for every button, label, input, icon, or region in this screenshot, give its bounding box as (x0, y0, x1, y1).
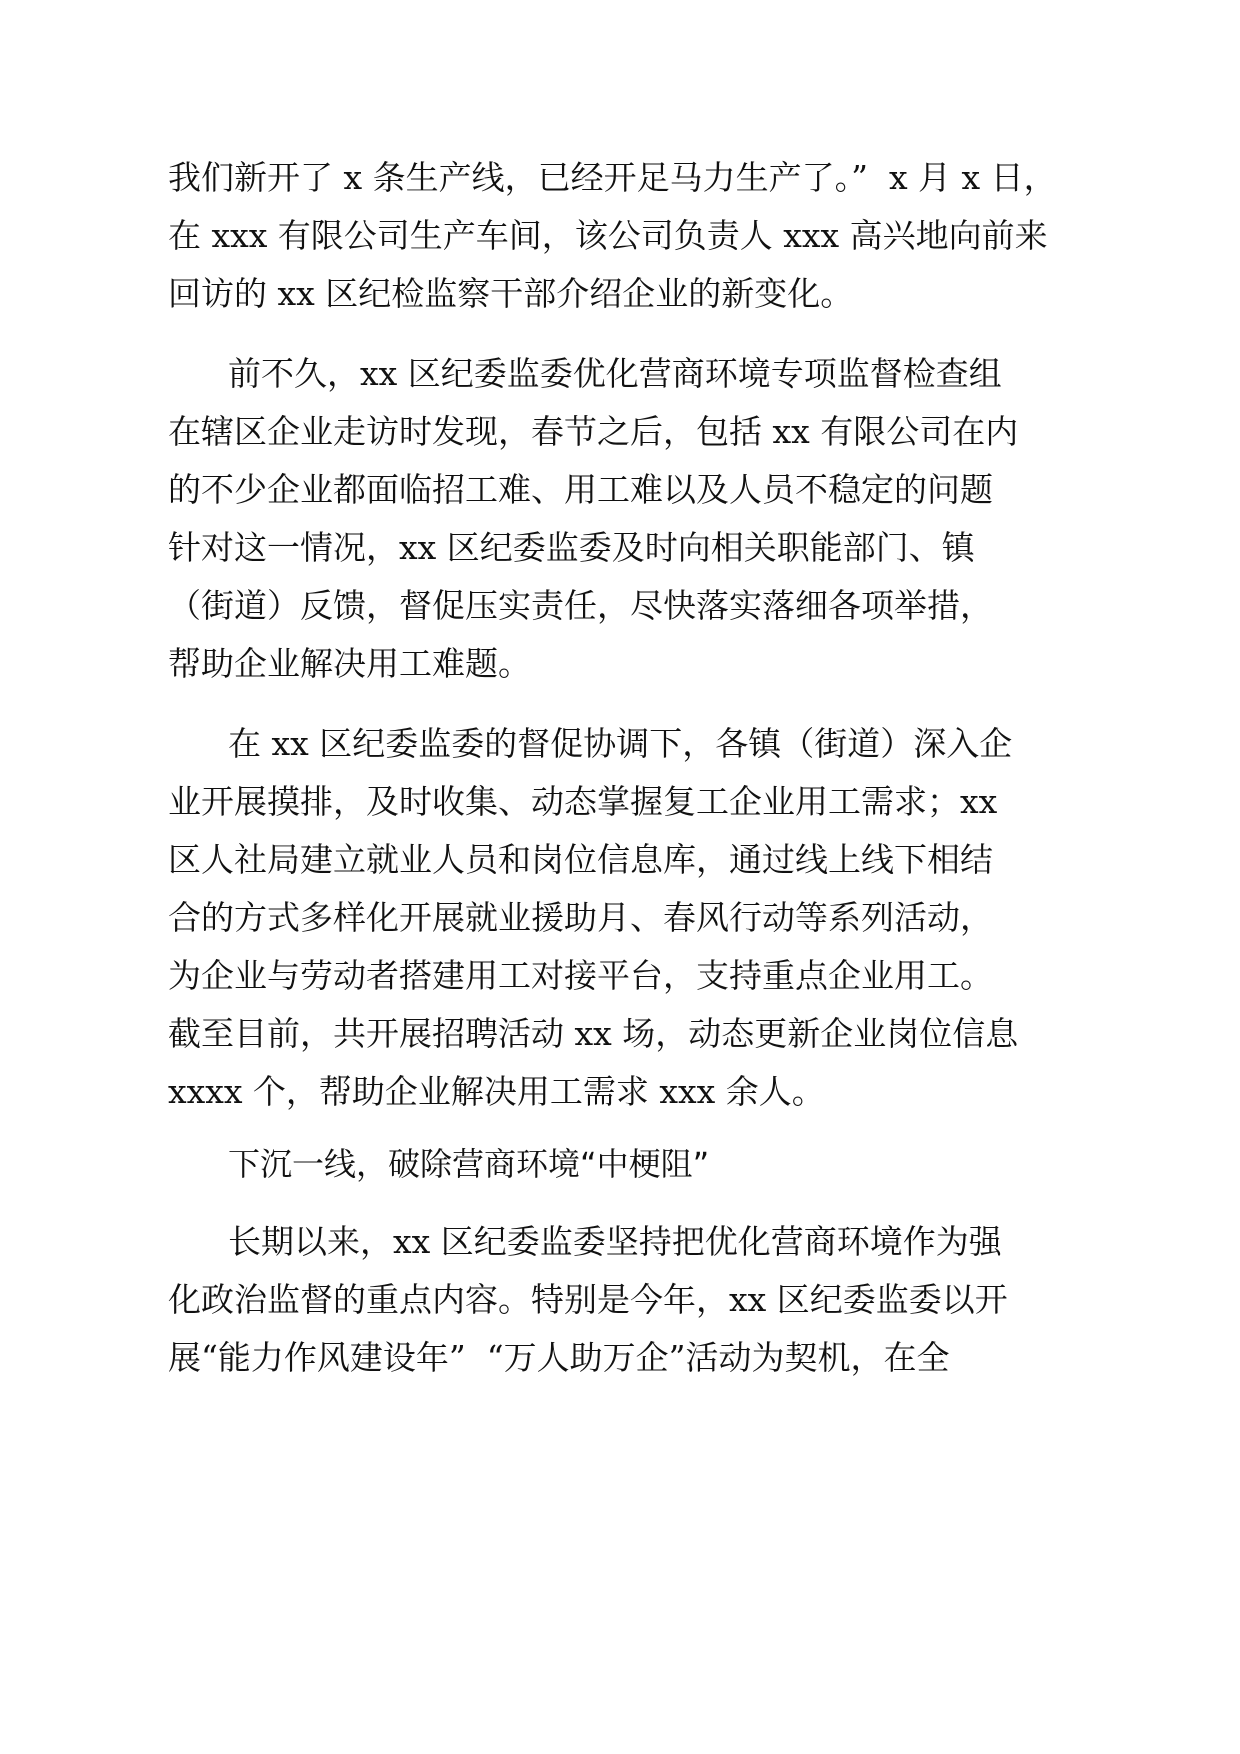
text-line: 截至目前，共开展招聘活动 xx 场，动态更新企业岗位信息 (168, 1014, 1019, 1053)
text-line: 业开展摸排，及时收集、动态掌握复工企业用工需求；xx (168, 782, 998, 821)
text-line: 长期以来，xx 区纪委监委坚持把优化营商环境作为强 (228, 1222, 1002, 1261)
text-line: 合的方式多样化开展就业援助月、春风行动等系列活动， (168, 898, 993, 937)
text-line: （街道）反馈，督促压实责任，尽快落实落细各项举措， (168, 586, 993, 625)
text-line: 针对这一情况，xx 区纪委监委及时向相关职能部门、镇 (168, 528, 975, 567)
text-line: 在辖区企业走访时发现，春节之后，包括 xx 有限公司在内 (168, 412, 1019, 451)
text-line: 区人社局建立就业人员和岗位信息库，通过线上线下相结 (168, 840, 993, 879)
text-line: 在 xx 区纪委监委的督促协调下，各镇（街道）深入企 (228, 724, 1013, 763)
section-heading: 下沉一线，破除营商环境“中梗阻” (228, 1145, 710, 1183)
text-line: 回访的 xx 区纪检监察干部介绍企业的新变化。 (168, 274, 854, 313)
text-line: 前不久，xx 区纪委监委优化营商环境专项监督检查组 (228, 354, 1002, 393)
text-line: 帮助企业解决用工难题。 (168, 644, 531, 683)
text-line: 在 xxx 有限公司生产车间，该公司负责人 xxx 高兴地向前来 (168, 216, 1048, 255)
text-line: 展“能力作风建设年” “万人助万企”活动为契机，在全 (168, 1338, 950, 1377)
text-line: xxxx 个，帮助企业解决用工需求 xxx 余人。 (168, 1072, 825, 1111)
text-line: 我们新开了 x 条生产线，已经开足马力生产了。” x 月 x 日， (168, 158, 1057, 197)
text-line: 为企业与劳动者搭建用工对接平台，支持重点企业用工。 (168, 956, 993, 995)
text-line: 化政治监督的重点内容。特别是今年，xx 区纪委监委以开 (168, 1280, 1008, 1319)
text-line: 的不少企业都面临招工难、用工难以及人员不稳定的问题 (168, 470, 993, 509)
